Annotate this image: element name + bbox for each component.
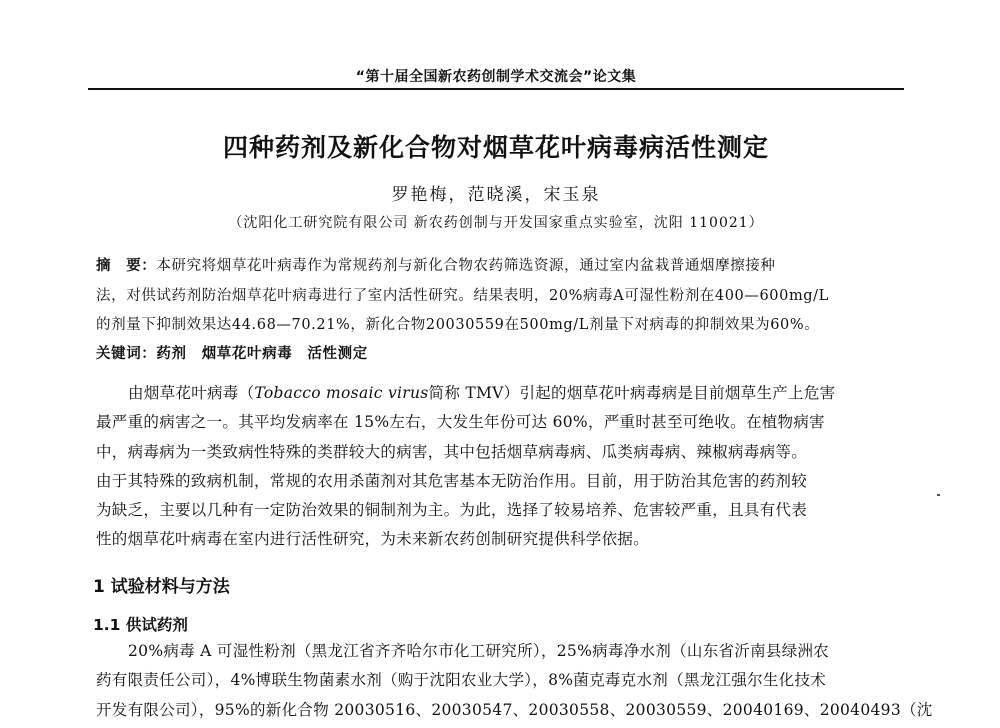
body-line: 由于其特殊的致病机制，常规的农用杀菌剂对其危害基本无防治作用。目前，用于防治其危害的药剂较 — [96, 472, 808, 490]
paper-title: 四种药剂及新化合物对烟草花叶病毒病活性测定 — [222, 133, 769, 162]
abstract-line — [96, 256, 902, 276]
keywords-line — [96, 344, 902, 364]
body-line: 为缺乏，主要以几种有一定防治效果的铜制剂为主。为此，选择了较易培养、危害较严重，且具有代表 — [96, 501, 808, 519]
scan-speck — [937, 494, 940, 496]
keywords-label: 关键词： — [96, 346, 157, 362]
abstract-line: 的剂量下抑制效果达44.68—70.21%，新化合物20030559在500mg/L剂量下对病毒的抑制效果为60%。 — [96, 317, 820, 333]
abstract-text: 本研究将烟草花叶病毒作为常规药剂与新化合物农药筛选资源，通过室内盆栽普通烟摩擦接种 — [156, 258, 776, 274]
affiliation: （沈阳化工研究院有限公司 新农药创制与开发国家重点实验室，沈阳 110021） — [228, 215, 764, 231]
running-head: “第十届全国新农药创制学术交流会”论文集 — [355, 69, 637, 85]
body-line: 性的烟草花叶病毒在室内进行活性研究，为未来新农药创制研究提供科学依据。 — [96, 530, 650, 548]
body-line: 药有限责任公司），4%博联生物菌素水剂（购于沈阳农业大学），8%菌克毒克水剂（黑龙江强尔生化技术 — [96, 671, 827, 689]
abstract-label: 摘 要： — [96, 258, 157, 274]
body-line: 中，病毒病为一类致病性特殊的类群较大的病害，其中包括烟草病毒病、瓜类病毒病、辣椒病毒病等。 — [96, 443, 808, 461]
abstract-line: 法，对供试药剂防治烟草花叶病毒进行了室内活性研究。结果表明，20%病毒A可湿性粉剂在400—600mg/L — [96, 288, 829, 304]
body-text: 简称 TMV）引起的烟草花叶病毒病是目前烟草生产上危害 — [428, 384, 836, 402]
body-line: 开发有限公司），95%的新化合物 20030516、20030547、20030558、20030559、20040169、20040493（沈 — [96, 701, 933, 719]
body-line: 20%病毒 A 可湿性粉剂（黑龙江省齐齐哈尔市化工研究所），25%病毒净水剂（山东省沂南县绿洲农 — [128, 642, 830, 660]
species-name: Tobacco mosaic virus — [254, 384, 429, 402]
authors: 罗艳梅，范晓溪，宋玉泉 — [391, 185, 601, 205]
body-text: 由烟草花叶病毒（ — [128, 384, 255, 402]
body-line: 最严重的病害之一。其平均发病率在 15%左右，大发生年份可达 60%，严重时甚至可绝收。在植物病害 — [96, 413, 825, 431]
section-heading: 1 试验材料与方法 — [93, 577, 230, 597]
header-rule — [88, 88, 904, 90]
subsection-heading: 1.1 供试药剂 — [93, 616, 188, 634]
keywords-text: 药剂 烟草花叶病毒 活性测定 — [156, 346, 368, 362]
body-line — [128, 383, 902, 403]
